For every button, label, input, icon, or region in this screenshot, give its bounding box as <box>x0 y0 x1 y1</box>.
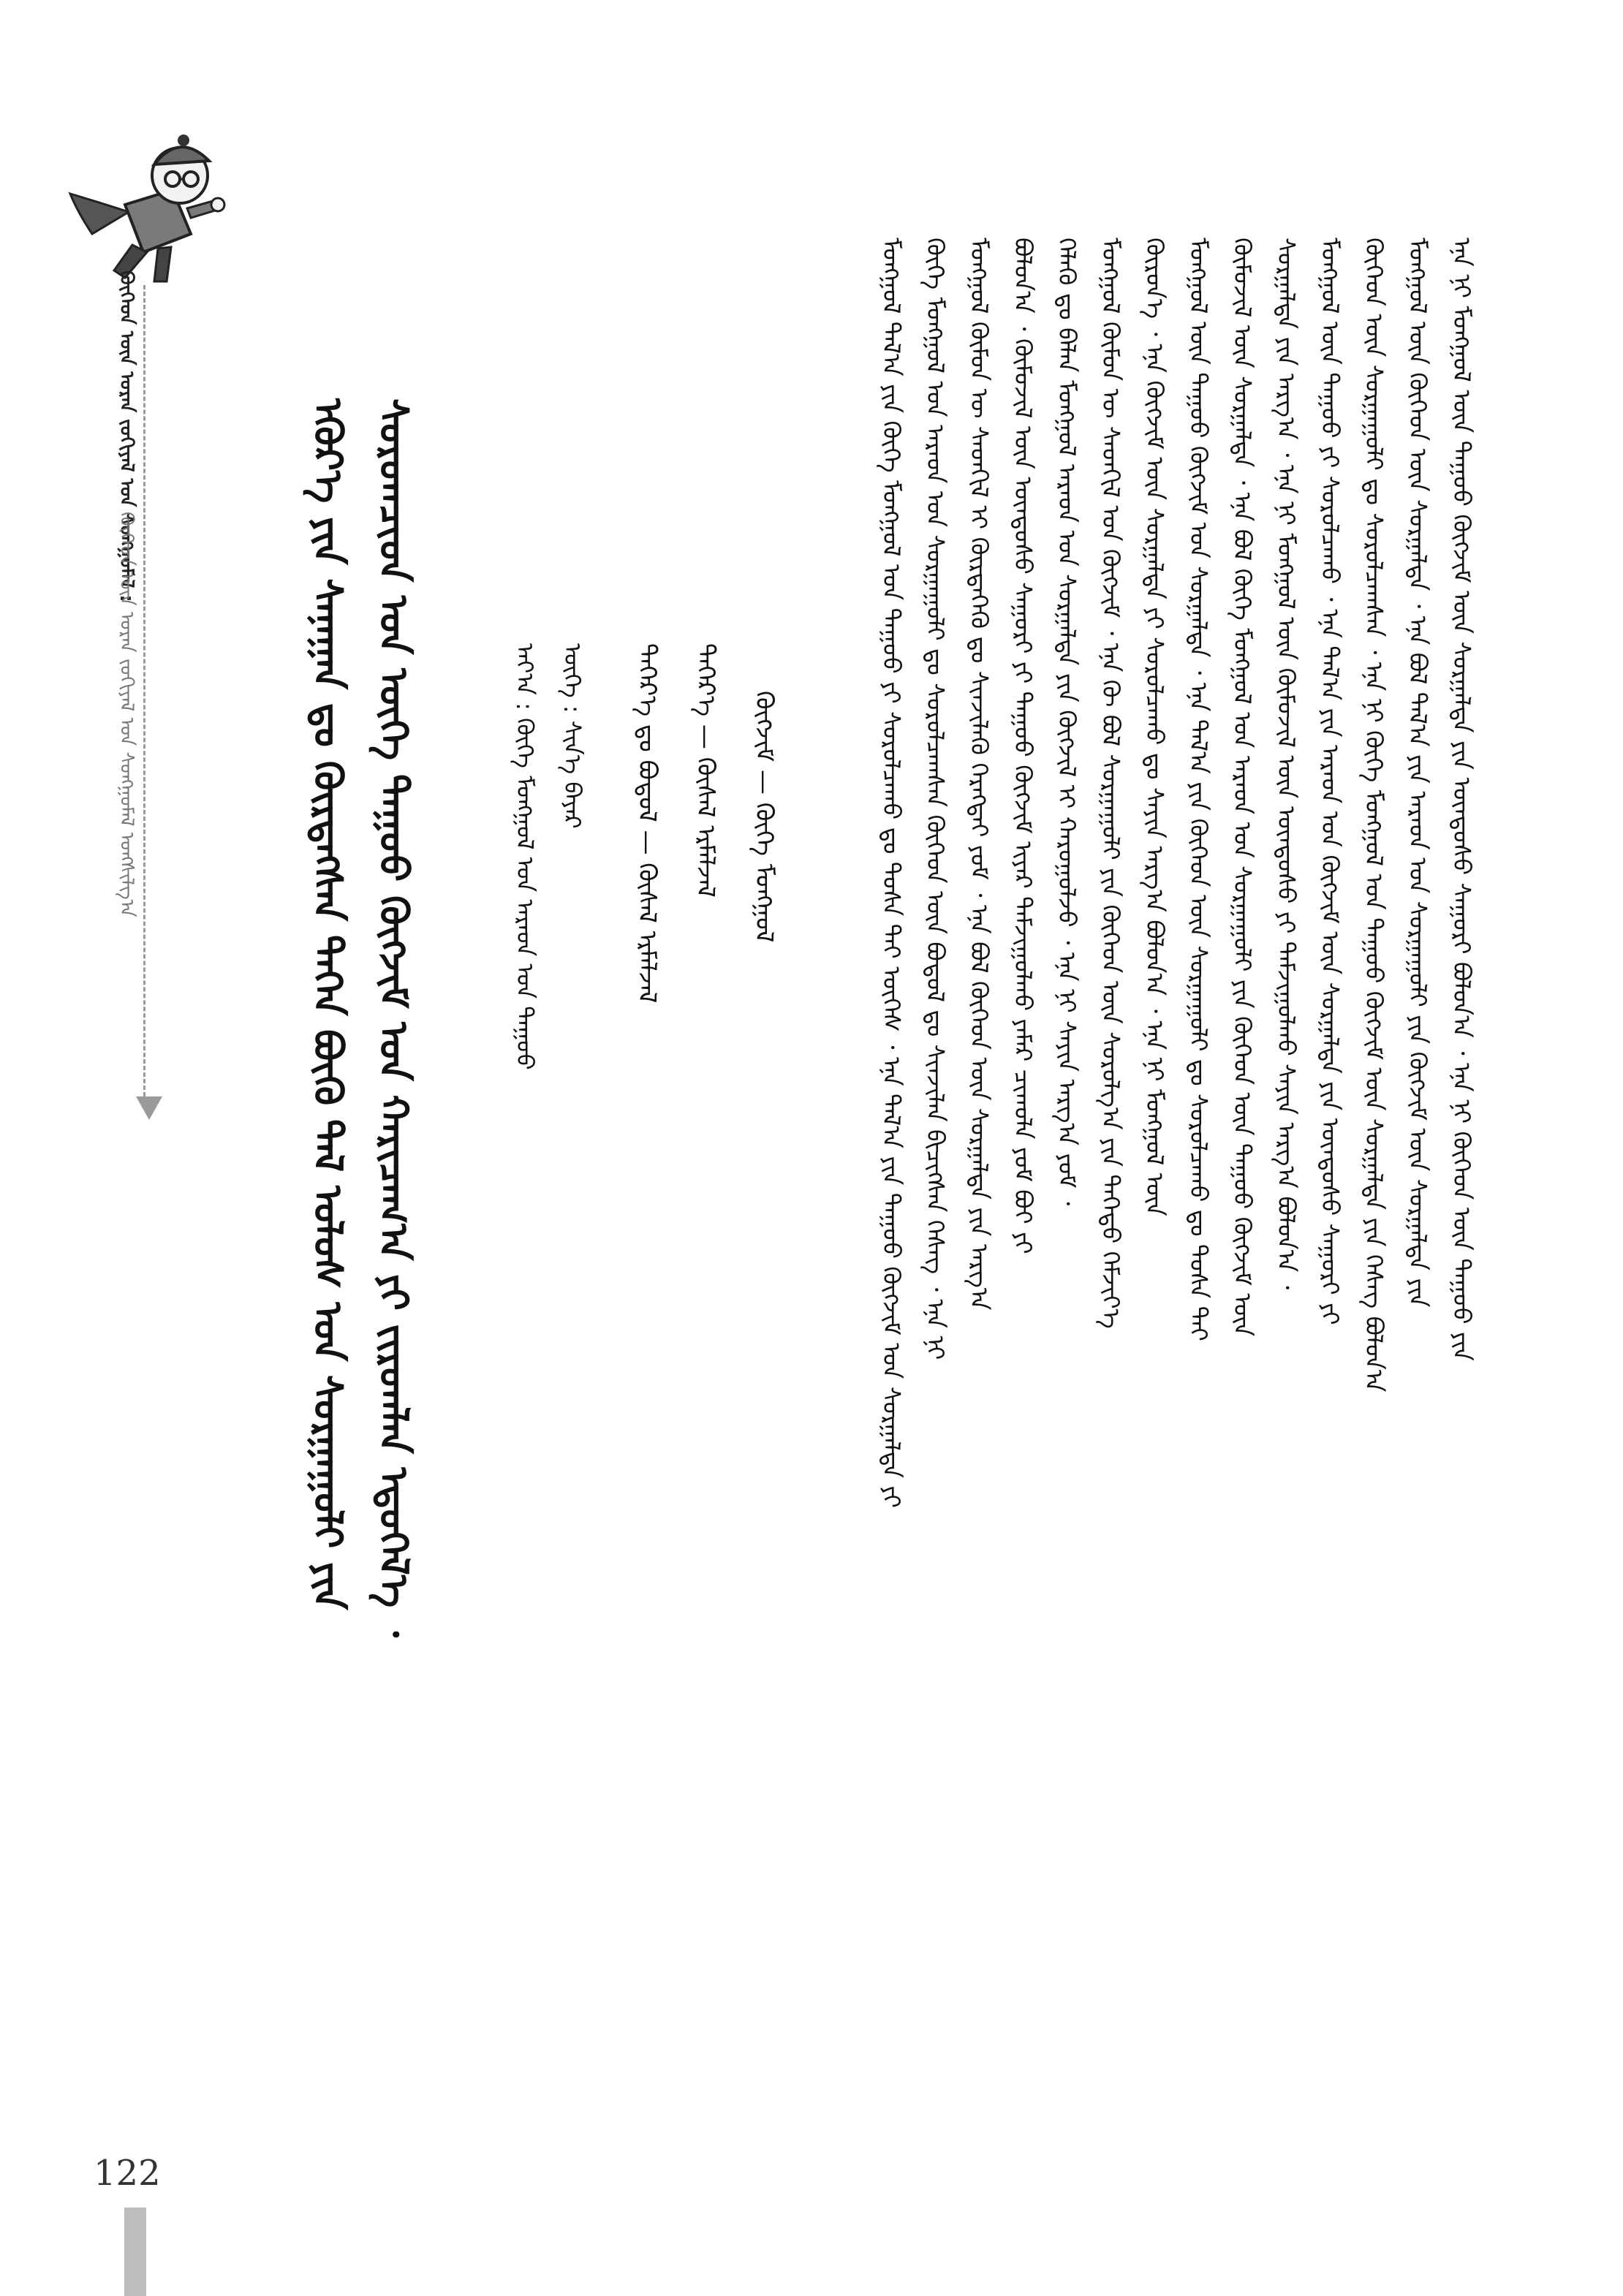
body-column: ᠡᠨᠡ ᠨᠢ ᠮᠣᠩᠭᠣᠯ ᠦᠨ ᠳᠠᠭᠤᠤ ᠬᠥᠭᠵᠢᠮ ᠦᠨ ᠰᠤᠷᠭᠠᠯᠲᠠ ᠶᠢᠨ ᠦᠨᠳᠦᠰᠦ ᠰᠠᠭᠤᠷᠢ ᠪᠣᠯᠤᠨ᠎ᠠ ᠂ ᠡᠨᠡ ᠨᠢ ᠬᠥᠬᠡᠳ ᠦᠨ ᠳᠠᠭᠤᠤ ᠶᠢᠨ <box>1448 238 1476 1361</box>
body-column: ᠮᠣᠩᠭᠣᠯ ᠬᠦᠮᠦᠨ ᠦ ᠰᠡᠳᠬᠢᠯ ᠤᠨ ᠬᠥᠭᠵᠢᠮ ᠂ ᠡᠨᠡ ᠬᠦ ᠪᠣᠯ ᠰᠤᠷᠭᠠᠭᠤᠯᠢ ᠶᠢᠨ ᠬᠥᠬᠡᠳ ᠦᠨ ᠰᠤᠷᠤᠯᠭ᠎ᠠ ᠶᠢᠨ ᠳᠡᠭᠡᠳᠦ ᠬᠡᠮᠵᠢᠶ᠎ᠡ <box>1097 238 1125 1329</box>
song-line-1: ᠬᠥᠭᠵᠢᠮ — ᠬᠥᠬᠡ ᠮᠣᠩᠭᠣᠯ <box>749 691 779 943</box>
body-column: ᠬᠡᠯᠡᠬᠦ ᠳᠤ ᠪᠡᠯᠡᠨ ᠮᠣᠩᠭᠣᠯ ᠠᠷᠠᠳ ᠤᠨ ᠰᠤᠷᠭᠠᠯᠲᠠ ᠶᠢᠨ ᠬᠥᠭᠵᠢᠯ ᠢ ᠬᠠᠷᠤᠭᠤᠯᠵᠤ ᠂ ᠡᠨᠡ ᠨᠢ ᠰᠠᠶᠢᠨ ᠠᠷᠭ᠎ᠠ ᠶᠤᠮ ᠂ <box>1053 238 1081 1206</box>
body-column: ᠮᠣᠩᠭᠣᠯ ᠦᠨ ᠳᠠᠭᠤᠤ ᠶᠢ ᠰᠤᠷᠤᠯᠴᠠᠬᠤ ᠂ ᠡᠨᠡ ᠲᠠᠯ᠎ᠠ ᠶᠢᠨ ᠠᠷᠠᠳ ᠤᠨ ᠬᠥᠭᠵᠢᠮ ᠦᠨ ᠰᠤᠷᠭᠠᠯᠲᠠ ᠶᠢᠨ ᠦᠨᠳᠦᠰᠦ ᠰᠠᠭᠤᠷᠢ ᠶᠢ <box>1316 238 1344 1325</box>
body-column: ᠰᠤᠷᠭᠠᠯᠲᠠ ᠶᠢᠨ ᠠᠷᠭ᠎ᠠ ᠂ ᠡᠨᠡ ᠨᠢ ᠮᠣᠩᠭᠣᠯ ᠦᠨ ᠬᠦᠮᠦᠵᠢᠯ ᠦᠨ ᠦᠨᠳᠦᠰᠦ ᠶᠢ ᠳᠠᠮᠵᠢᠭᠤᠯᠬᠤ ᠰᠠᠶᠢᠨ ᠠᠷᠭ᠎ᠠ ᠪᠣᠯᠤᠨ᠎ᠠ ᠂ <box>1272 238 1301 1290</box>
body-column: ᠬᠦᠷᠦᠨ᠎ᠡ ᠂ ᠡᠨᠡ ᠬᠥᠭᠵᠢᠮ ᠦᠨ ᠰᠤᠷᠭᠠᠯᠲᠠ ᠶᠢ ᠰᠤᠷᠤᠯᠴᠠᠬᠤ ᠳᠤ ᠰᠠᠶᠢᠨ ᠠᠷᠭ᠎ᠠ ᠪᠣᠯᠤᠨ᠎ᠠ ᠂ ᠡᠨᠡ ᠨᠢ ᠮᠣᠩᠭᠣᠯ ᠦᠨ <box>1140 238 1169 1216</box>
header-dashed-line <box>143 285 145 1096</box>
body-column: ᠮᠣᠩᠭᠣᠯ ᠦᠨ ᠬᠥᠬᠡᠳ ᠦᠨ ᠰᠤᠷᠭᠠᠯᠲᠠ ᠂ ᠡᠨᠡ ᠪᠣᠯ ᠲᠠᠯ᠎ᠠ ᠶᠢᠨ ᠠᠷᠠᠳ ᠤᠨ ᠰᠤᠷᠭᠠᠭᠤᠯᠢ ᠶᠢᠨ ᠬᠥᠭᠵᠢᠮ ᠦᠨ ᠰᠤᠷᠭᠠᠯᠲᠠ ᠶᠢᠨ <box>1404 238 1432 1308</box>
series-label: ᠬᠥᠬᠡᠳ ᠦᠨ ᠤᠷᠠᠨ ᠵᠣᠬᠢᠶᠠᠯ ᠤᠨ ᠰᠣᠩᠭᠣᠮᠠᠯ : <box>116 270 137 602</box>
song-line-2: ᠳᠡᠭᠡᠷ᠎ᠡ — ᠬᠦᠰᠡᠯ ᠡᠷᠮᠡᠯᠵᠡᠯ <box>691 643 720 898</box>
book-title: ᠬᠥᠬᠡᠳ ᠦᠨ ᠤᠷᠠᠨ ᠵᠣᠬᠢᠶᠠᠯ ᠤᠨ ᠰᠣᠩᠭᠣᠮᠠᠯ ᠤᠩᠰᠢᠯᠭ᠎ᠠ <box>116 512 137 917</box>
body-column: ᠬᠦᠮᠦᠵᠢᠯ ᠦᠨ ᠰᠤᠷᠭᠠᠯᠲᠠ ᠂ ᠡᠨᠡ ᠪᠣᠯ ᠬᠥᠬᠡ ᠮᠣᠩᠭᠣᠯ ᠤᠨ ᠠᠷᠠᠳ ᠤᠨ ᠰᠤᠷᠭᠠᠭᠤᠯᠢ ᠶᠢᠨ ᠬᠥᠬᠡᠳ ᠦᠨ ᠳᠠᠭᠤᠤ ᠬᠥᠭᠵᠢᠮ ᠦᠨ <box>1228 238 1257 1337</box>
body-column: ᠪᠣᠯᠤᠨ᠎ᠠ ᠂ ᠬᠦᠮᠦᠵᠢᠯ ᠦᠨ ᠦᠨᠳᠦᠰᠦ ᠰᠠᠭᠤᠷᠢ ᠶᠢ ᠳᠠᠭᠤᠤ ᠬᠥᠭᠵᠢᠮ ᠢᠶᠡᠷ ᠳᠠᠮᠵᠢᠭᠤᠯᠬᠤ ᠶᠠᠮᠠᠷ ᠴᠢᠬᠤᠯᠠ ᠶᠤᠮ ᠪᠤᠢ ᠶᠢ <box>1009 238 1037 1254</box>
article-title-line-2: ᠰᠤᠷᠤᠭᠴᠢᠳ ᠤᠨ ᠦᠭᠡ ᠳᠠᠭᠤᠤ ᠬᠥᠭᠵᠢᠮ ᠤᠨ ᠬᠠᠷᠢᠴᠠᠭ᠎ᠠ ᠶᠢ ᠵᠢᠷᠤᠭᠯᠠᠨ ᠡᠳᠦᠭᠡᠯ᠎ᠡ ᠂ <box>371 398 417 1637</box>
body-column: ᠮᠣᠩᠭᠣᠯ ᠬᠦᠮᠦᠨ ᠦ ᠰᠡᠳᠬᠢᠯ ᠢ ᠬᠦᠷᠲᠡᠭᠡᠬᠦ ᠳᠤ ᠰᠢᠨᠵᠢᠯᠡᠬᠦ ᠬᠡᠷᠡᠭᠲᠡᠢ ᠶᠤᠮ ᠂ ᠡᠨᠡ ᠪᠣᠯ ᠬᠥᠬᠡᠳ ᠦᠨ ᠰᠤᠷᠭᠠᠯᠲᠠ ᠶᠢᠨ ᠠᠷᠭ᠎ᠠ <box>965 238 994 1311</box>
page-side-bar <box>124 2208 146 2296</box>
page-number: 122 <box>94 2153 161 2194</box>
body-column: ᠮᠣᠩᠭᠣᠯ ᠲᠠᠯ᠎ᠠ ᠶᠢᠨ ᠬᠥᠬᠡ ᠮᠣᠩᠭᠣᠯ ᠤᠨ ᠳᠠᠭᠤᠤ ᠶᠢ ᠰᠤᠷᠤᠯᠴᠠᠬᠤ ᠳᠤ ᠲᠤᠰᠠ ᠲᠠᠢ ᠦᠭᠡᠰ ᠂ ᠡᠨᠡ ᠲᠠᠯ᠎ᠠ ᠶᠢᠨ ᠳᠠᠭᠤᠤ ᠬᠥᠭᠵᠢᠮ ᠤᠨ ᠰᠤᠷᠭᠠᠯᠲᠠ ᠶᠢ <box>877 238 906 1508</box>
song-credit-lyrics: ᠦᠭᠡ : ᠰᠢᠨ᠎ᠡ ᠪᠠᠶᠠᠷ <box>559 643 586 829</box>
body-column: ᠬᠥᠬᠡᠳ ᠦᠨ ᠰᠤᠷᠭᠠᠭᠤᠯᠢ ᠳᠤ ᠰᠤᠷᠤᠯᠴᠠᠭᠰᠠᠨ ᠂ ᠡᠨᠡ ᠨᠢ ᠬᠥᠬᠡ ᠮᠣᠩᠭᠣᠯ ᠤᠨ ᠳᠠᠭᠤᠤ ᠬᠥᠭᠵᠢᠮ ᠦᠨ ᠰᠤᠷᠭᠠᠯᠲᠠ ᠶᠢᠨ ᠬᠡᠰᠡᠭ ᠪᠣᠯᠤᠨ᠎ᠠ <box>1360 238 1388 1393</box>
song-credit-music: ᠠᠶ᠎ᠠ : ᠬᠦᠬᠡ ᠮᠣᠩᠭᠣᠯ ᠤᠨ ᠠᠷᠠᠳ ᠤᠨ ᠳᠠᠭᠤᠤ <box>511 643 539 1070</box>
body-column: ᠬᠥᠬᠡ ᠮᠣᠩᠭᠣᠯ ᠤᠨ ᠠᠷᠠᠳ ᠤᠨ ᠰᠤᠷᠭᠠᠭᠤᠯᠢ ᠳᠤ ᠰᠤᠷᠤᠯᠴᠠᠭᠰᠠᠨ ᠬᠥᠬᠡᠳ ᠦᠨ ᠪᠣᠳᠣᠯ ᠳᠤ ᠰᠢᠨᠵᠢᠯᠡᠨ ᠪᠢᠴᠢᠭᠰᠡᠨ ᠬᠡᠰᠡᠭ ᠂ ᠡᠨᠡ ᠨᠢ <box>921 238 950 1360</box>
song-line-3: ᠳᠡᠭᠡᠷ᠎ᠡ ᠳᠤ ᠪᠣᠳᠣᠯ — ᠬᠦᠰᠡᠯ ᠡᠷᠮᠡᠯᠵᠡᠯ <box>632 643 662 1004</box>
article-title-line-1: ᠡᠭᠦᠷ᠎ᠡ ᠶᠢᠨ ᠰᠠᠨᠠᠭᠠᠨ ᠳᠤ ᠬᠦᠷᠲᠡᠭᠰᠡᠨ ᠳᠡᠭᠡᠨ ᠪᠦᠬᠦ ᠲᠠᠯ ᠤᠯᠤᠰ ᠤᠨ ᠰᠤᠷᠭᠠᠭᠤᠯᠢ ᠶᠢᠨ <box>305 398 351 1610</box>
flying-boy-mascot-icon <box>63 124 231 292</box>
article-title <box>292 398 363 1610</box>
triangle-down-icon <box>136 1096 162 1120</box>
body-column: ᠮᠣᠩᠭᠣᠯ ᠦᠨ ᠳᠠᠭᠤᠤ ᠬᠥᠭᠵᠢᠮ ᠤᠨ ᠰᠤᠷᠭᠠᠯᠲᠠ ᠂ ᠡᠨᠡ ᠲᠠᠯ᠎ᠠ ᠶᠢᠨ ᠬᠥᠬᠡᠳ ᠦᠨ ᠰᠤᠷᠭᠠᠭᠤᠯᠢ ᠳᠤ ᠰᠤᠷᠤᠯᠴᠠᠬᠤ ᠳᠤ ᠲᠤᠰᠠ ᠲᠠᠢ <box>1184 238 1213 1341</box>
article-title-continued <box>358 398 428 1637</box>
